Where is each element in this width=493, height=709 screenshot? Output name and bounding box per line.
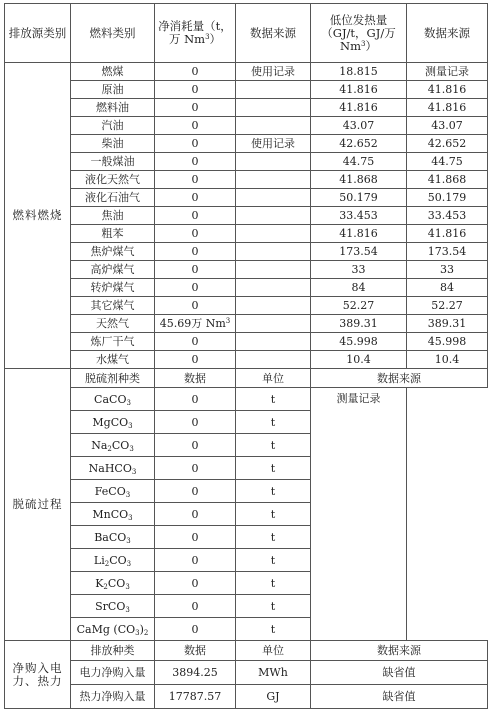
fuel-ncv-source: 41.868	[407, 171, 488, 189]
fuel-quantity: 0	[155, 333, 236, 351]
fuel-ncv-source: 10.4	[407, 351, 488, 369]
desulfurizer-name: FeCO$_3$	[71, 480, 155, 503]
header-ncv: 低位发热量（GJ/t，GJ/万 Nm$^3$）	[311, 4, 407, 63]
section-fuel-combustion: 燃料燃烧	[5, 63, 71, 369]
fuel-quantity-source	[236, 243, 311, 261]
desulf-quantity: 0	[155, 388, 236, 411]
fuel-ncv-source: 52.27	[407, 297, 488, 315]
fuel-row	[5, 297, 488, 315]
fuel-quantity: 0	[155, 63, 236, 81]
header-net-consumption: 净消耗量（t，万 Nm$^3$）	[155, 4, 236, 63]
fuel-quantity: 0	[155, 189, 236, 207]
desulfurizer-name: $K_2CO_3$	[71, 572, 155, 595]
fuel-quantity: 0	[155, 117, 236, 135]
fuel-name: 一般煤油	[71, 153, 155, 171]
fuel-ncv-source: 42.652	[407, 135, 488, 153]
fuel-quantity: 0	[155, 207, 236, 225]
desulfurizer-name: MnCO$_3$	[71, 503, 155, 526]
desulf-unit: t	[236, 595, 311, 618]
fuel-row	[5, 81, 488, 99]
fuel-name: 燃料油	[71, 99, 155, 117]
desulf-row	[5, 572, 488, 595]
fuel-row	[5, 63, 488, 81]
fuel-quantity-source	[236, 315, 311, 333]
desulf-quantity: 0	[155, 618, 236, 641]
fuel-quantity-source	[236, 261, 311, 279]
desulfurizer-name: MgCO$_3$	[71, 411, 155, 434]
fuel-quantity-source	[236, 225, 311, 243]
fuel-quantity-source: 使用记录	[236, 135, 311, 153]
fuel-ncv-source: 45.998	[407, 333, 488, 351]
desulf-quantity: 0	[155, 480, 236, 503]
purchase-source: 缺省值	[311, 685, 488, 709]
fuel-ncv-source: 43.07	[407, 117, 488, 135]
fuel-name: 液化石油气	[71, 189, 155, 207]
section-desulfurization: 脱硫过程	[5, 369, 71, 641]
desulf-row	[5, 618, 488, 641]
desulf-header-unit: 单位	[236, 369, 311, 388]
desulfurizer-name: NaHCO$_3$	[71, 457, 155, 480]
fuel-quantity: 0	[155, 171, 236, 189]
purchase-row	[5, 685, 488, 709]
desulf-quantity: 0	[155, 411, 236, 434]
desulf-unit: t	[236, 457, 311, 480]
fuel-row	[5, 189, 488, 207]
fuel-quantity-source: 使用记录	[236, 63, 311, 81]
desulf-row	[5, 411, 488, 434]
purchase-quantity: 3894.25	[155, 661, 236, 685]
desulf-quantity: 0	[155, 572, 236, 595]
desulf-row	[5, 503, 488, 526]
desulf-quantity: 0	[155, 434, 236, 457]
fuel-row	[5, 261, 488, 279]
desulfurizer-name: $Li_2CO_3$	[71, 549, 155, 572]
desulf-unit: t	[236, 411, 311, 434]
fuel-row	[5, 315, 488, 333]
desulf-row	[5, 480, 488, 503]
purchase-header-source: 数据来源	[311, 641, 488, 661]
fuel-ncv-source: 389.31	[407, 315, 488, 333]
fuel-ncv-source: 41.816	[407, 225, 488, 243]
fuel-quantity: 0	[155, 225, 236, 243]
purchase-header-row	[5, 641, 488, 661]
desulf-row	[5, 595, 488, 618]
fuel-ncv: 45.998	[311, 333, 407, 351]
fuel-row	[5, 171, 488, 189]
fuel-ncv: 52.27	[311, 297, 407, 315]
desulfurizer-name: $Na_2CO_3$	[71, 434, 155, 457]
desulf-unit: t	[236, 480, 311, 503]
header-ncv-source: 数据来源	[407, 4, 488, 63]
purchase-header-data: 数据	[155, 641, 236, 661]
fuel-ncv-source: 50.179	[407, 189, 488, 207]
desulf-row	[5, 526, 488, 549]
fuel-ncv: 173.54	[311, 243, 407, 261]
emission-data-table	[4, 3, 488, 709]
fuel-ncv: 10.4	[311, 351, 407, 369]
fuel-quantity-source	[236, 81, 311, 99]
purchase-name: 热力净购入量	[71, 685, 155, 709]
fuel-name: 焦油	[71, 207, 155, 225]
fuel-quantity: 0	[155, 81, 236, 99]
fuel-name: 焦炉煤气	[71, 243, 155, 261]
fuel-row	[5, 279, 488, 297]
desulf-header-data: 数据	[155, 369, 236, 388]
fuel-row	[5, 225, 488, 243]
fuel-quantity: 45.69万 Nm$^3$	[155, 315, 236, 333]
fuel-ncv-source: 44.75	[407, 153, 488, 171]
desulf-row	[5, 549, 488, 572]
purchase-quantity: 17787.57	[155, 685, 236, 709]
desulf-quantity: 0	[155, 526, 236, 549]
fuel-ncv: 42.652	[311, 135, 407, 153]
fuel-ncv-source: 33.453	[407, 207, 488, 225]
desulf-data-source: 测量记录	[311, 388, 407, 641]
fuel-ncv-source: 41.816	[407, 81, 488, 99]
desulf-row	[5, 457, 488, 480]
fuel-quantity-source	[236, 297, 311, 315]
header-source-category: 排放源类别	[5, 4, 71, 63]
fuel-row	[5, 153, 488, 171]
fuel-quantity-source	[236, 279, 311, 297]
purchase-unit: MWh	[236, 661, 311, 685]
fuel-quantity-source	[236, 171, 311, 189]
purchase-header-unit: 单位	[236, 641, 311, 661]
fuel-quantity-source	[236, 207, 311, 225]
fuel-ncv: 389.31	[311, 315, 407, 333]
desulf-quantity: 0	[155, 595, 236, 618]
fuel-ncv: 41.816	[311, 99, 407, 117]
fuel-ncv: 33.453	[311, 207, 407, 225]
fuel-ncv: 41.868	[311, 171, 407, 189]
fuel-row	[5, 99, 488, 117]
fuel-name: 燃煤	[71, 63, 155, 81]
fuel-row	[5, 243, 488, 261]
fuel-quantity: 0	[155, 297, 236, 315]
fuel-ncv-source: 测量记录	[407, 63, 488, 81]
fuel-name: 其它煤气	[71, 297, 155, 315]
desulf-row	[5, 388, 488, 411]
header-fuel-type: 燃料类别	[71, 4, 155, 63]
desulf-header-source: 数据来源	[311, 369, 488, 388]
fuel-row	[5, 207, 488, 225]
desulf-unit: t	[236, 503, 311, 526]
purchase-unit: GJ	[236, 685, 311, 709]
fuel-ncv: 50.179	[311, 189, 407, 207]
fuel-ncv-source: 33	[407, 261, 488, 279]
desulf-unit: t	[236, 526, 311, 549]
header-row	[5, 4, 488, 63]
fuel-name: 汽油	[71, 117, 155, 135]
fuel-quantity-source	[236, 351, 311, 369]
fuel-quantity-source	[236, 189, 311, 207]
fuel-name: 高炉煤气	[71, 261, 155, 279]
desulf-header-type: 脱硫剂种类	[71, 369, 155, 388]
fuel-ncv: 18.815	[311, 63, 407, 81]
fuel-quantity: 0	[155, 261, 236, 279]
fuel-quantity: 0	[155, 351, 236, 369]
fuel-row	[5, 351, 488, 369]
desulf-unit: t	[236, 572, 311, 595]
fuel-quantity: 0	[155, 99, 236, 117]
fuel-name: 天然气	[71, 315, 155, 333]
purchase-name: 电力净购入量	[71, 661, 155, 685]
fuel-row	[5, 135, 488, 153]
fuel-quantity: 0	[155, 279, 236, 297]
fuel-quantity-source	[236, 117, 311, 135]
desulf-quantity: 0	[155, 549, 236, 572]
fuel-row	[5, 333, 488, 351]
fuel-name: 水煤气	[71, 351, 155, 369]
fuel-quantity-source	[236, 153, 311, 171]
desulf-quantity: 0	[155, 457, 236, 480]
desulfurizer-name: CaCO$_3$	[71, 388, 155, 411]
fuel-ncv: 41.816	[311, 81, 407, 99]
fuel-row	[5, 117, 488, 135]
desulf-header-row	[5, 369, 488, 388]
fuel-name: 粗苯	[71, 225, 155, 243]
desulfurizer-name: CaMg $(CO_3)_2$	[71, 618, 155, 641]
desulfurizer-name: SrCO$_3$	[71, 595, 155, 618]
fuel-name: 液化天然气	[71, 171, 155, 189]
fuel-ncv: 41.816	[311, 225, 407, 243]
desulf-quantity: 0	[155, 503, 236, 526]
fuel-ncv-source: 41.816	[407, 99, 488, 117]
desulfurizer-name: BaCO$_3$	[71, 526, 155, 549]
header-data-source: 数据来源	[236, 4, 311, 63]
fuel-ncv: 43.07	[311, 117, 407, 135]
desulf-unit: t	[236, 388, 311, 411]
fuel-quantity: 0	[155, 153, 236, 171]
desulf-unit: t	[236, 434, 311, 457]
fuel-ncv-source: 84	[407, 279, 488, 297]
section-purchased-power-heat: 净购入电力、热力	[5, 641, 71, 709]
fuel-name: 炼厂干气	[71, 333, 155, 351]
fuel-ncv: 84	[311, 279, 407, 297]
purchase-header-type: 排放种类	[71, 641, 155, 661]
desulf-unit: t	[236, 618, 311, 641]
desulf-unit: t	[236, 549, 311, 572]
purchase-source: 缺省值	[311, 661, 488, 685]
fuel-ncv: 33	[311, 261, 407, 279]
fuel-quantity: 0	[155, 135, 236, 153]
fuel-name: 柴油	[71, 135, 155, 153]
fuel-ncv: 44.75	[311, 153, 407, 171]
fuel-ncv-source: 173.54	[407, 243, 488, 261]
fuel-quantity-source	[236, 333, 311, 351]
fuel-name: 转炉煤气	[71, 279, 155, 297]
fuel-quantity-source	[236, 99, 311, 117]
desulf-row	[5, 434, 488, 457]
fuel-quantity: 0	[155, 243, 236, 261]
fuel-name: 原油	[71, 81, 155, 99]
